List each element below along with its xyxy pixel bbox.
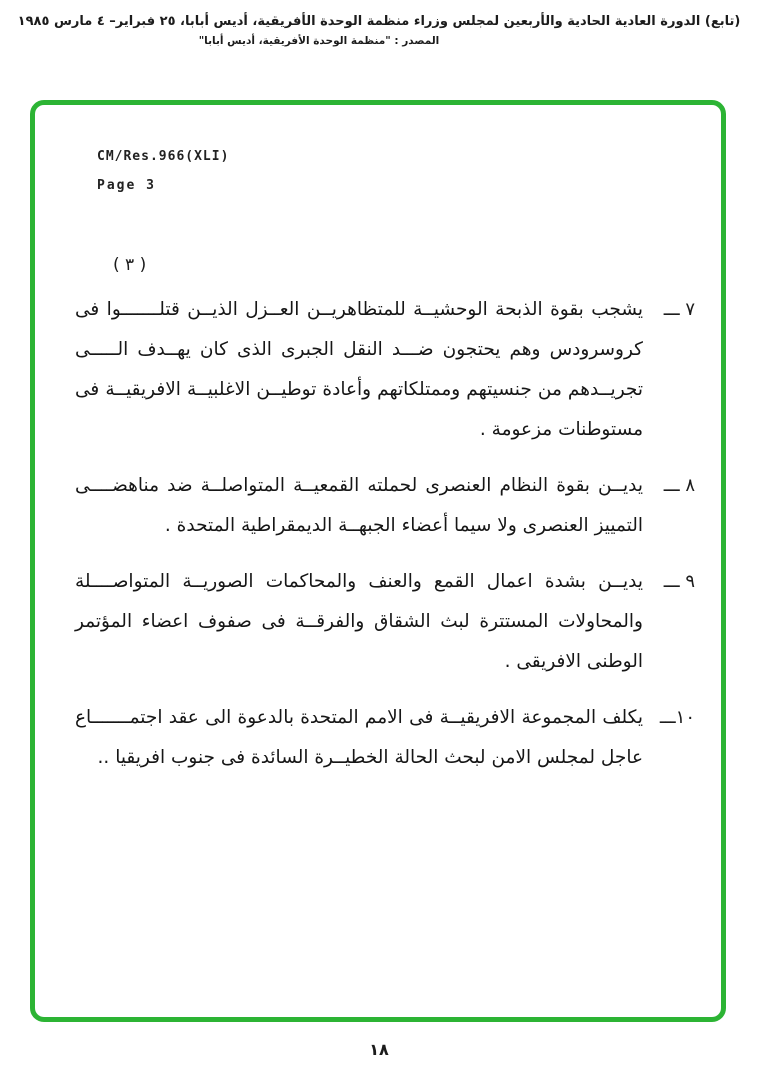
paragraph-8-number: ٨ ـــ (663, 475, 695, 496)
paragraph-7-text: يشجب بقوة الذبحة الوحشيــة للمتظاهريــن العــزل الذيــن قتلـــــــوا فى كروسرودس وهم يحتجون ضـــد النقل الجبرى الذى كان يهــدف الـــــى تجريــدهم من جنسيتهم وممتلكاتهم وأعادة توطيــن الاغلبيــة الافريقيــة فى مستوطنات مزعومة . (75, 299, 643, 440)
header-session-title: (تابع) الدورة العادية الحادية والأربعين لمجلس وزراء منظمة الوحدة الأفريقية، أديس أبابا، ٢٥ فبراير– ٤ مارس ١٩٨٥ (17, 14, 741, 29)
footer-page-number: ١٨ (369, 1040, 389, 1059)
paragraph-9-text: يديــن بشدة اعمال القمع والعنف والمحاكمات الصوريــة المتواصــــلة والمحاولات المستترة لبث الشقاق والفرقــة فى صفوف اعضاء المؤتمر الوطنى الافريقى . (75, 571, 643, 672)
catalog-header (0, 0, 758, 47)
paragraph-8 (75, 466, 695, 546)
document-page-label: Page 3 (97, 178, 156, 193)
scanned-page-frame (30, 100, 726, 1022)
section-marker: ( ٣ ) (113, 255, 147, 275)
paragraph-9 (75, 562, 695, 682)
paragraph-10 (75, 698, 695, 778)
paragraph-7-number: ٧ ـــ (663, 299, 695, 320)
paragraph-10-number: ١٠ـــ (659, 707, 695, 728)
document-reference: CM/Res.966(XLI) (97, 149, 230, 164)
paragraph-9-number: ٩ ـــ (663, 571, 695, 592)
paragraph-7 (75, 290, 695, 450)
resolution-paragraphs (75, 290, 695, 794)
header-source-line: المصدر : "منظمة الوحدة الأفريقية، أديس أبابا" (198, 35, 440, 47)
paragraph-8-text: يديــن بقوة النظام العنصرى لحملته القمعيــة المتواصلــة ضد مناهضــــى التمييز العنصرى ولا سيما أعضاء الجبهــة الديمقراطية المتحدة . (75, 475, 643, 536)
paragraph-10-text: يكلف المجموعة الافريقيــة فى الامم المتحدة بالدعوة الى عقد اجتمـــــــاع عاجل لمجلس الامن لبحث الحالة الخطيــرة السائدة فى جنوب افريقيا .. (75, 707, 643, 768)
document-reference-block (97, 149, 229, 193)
